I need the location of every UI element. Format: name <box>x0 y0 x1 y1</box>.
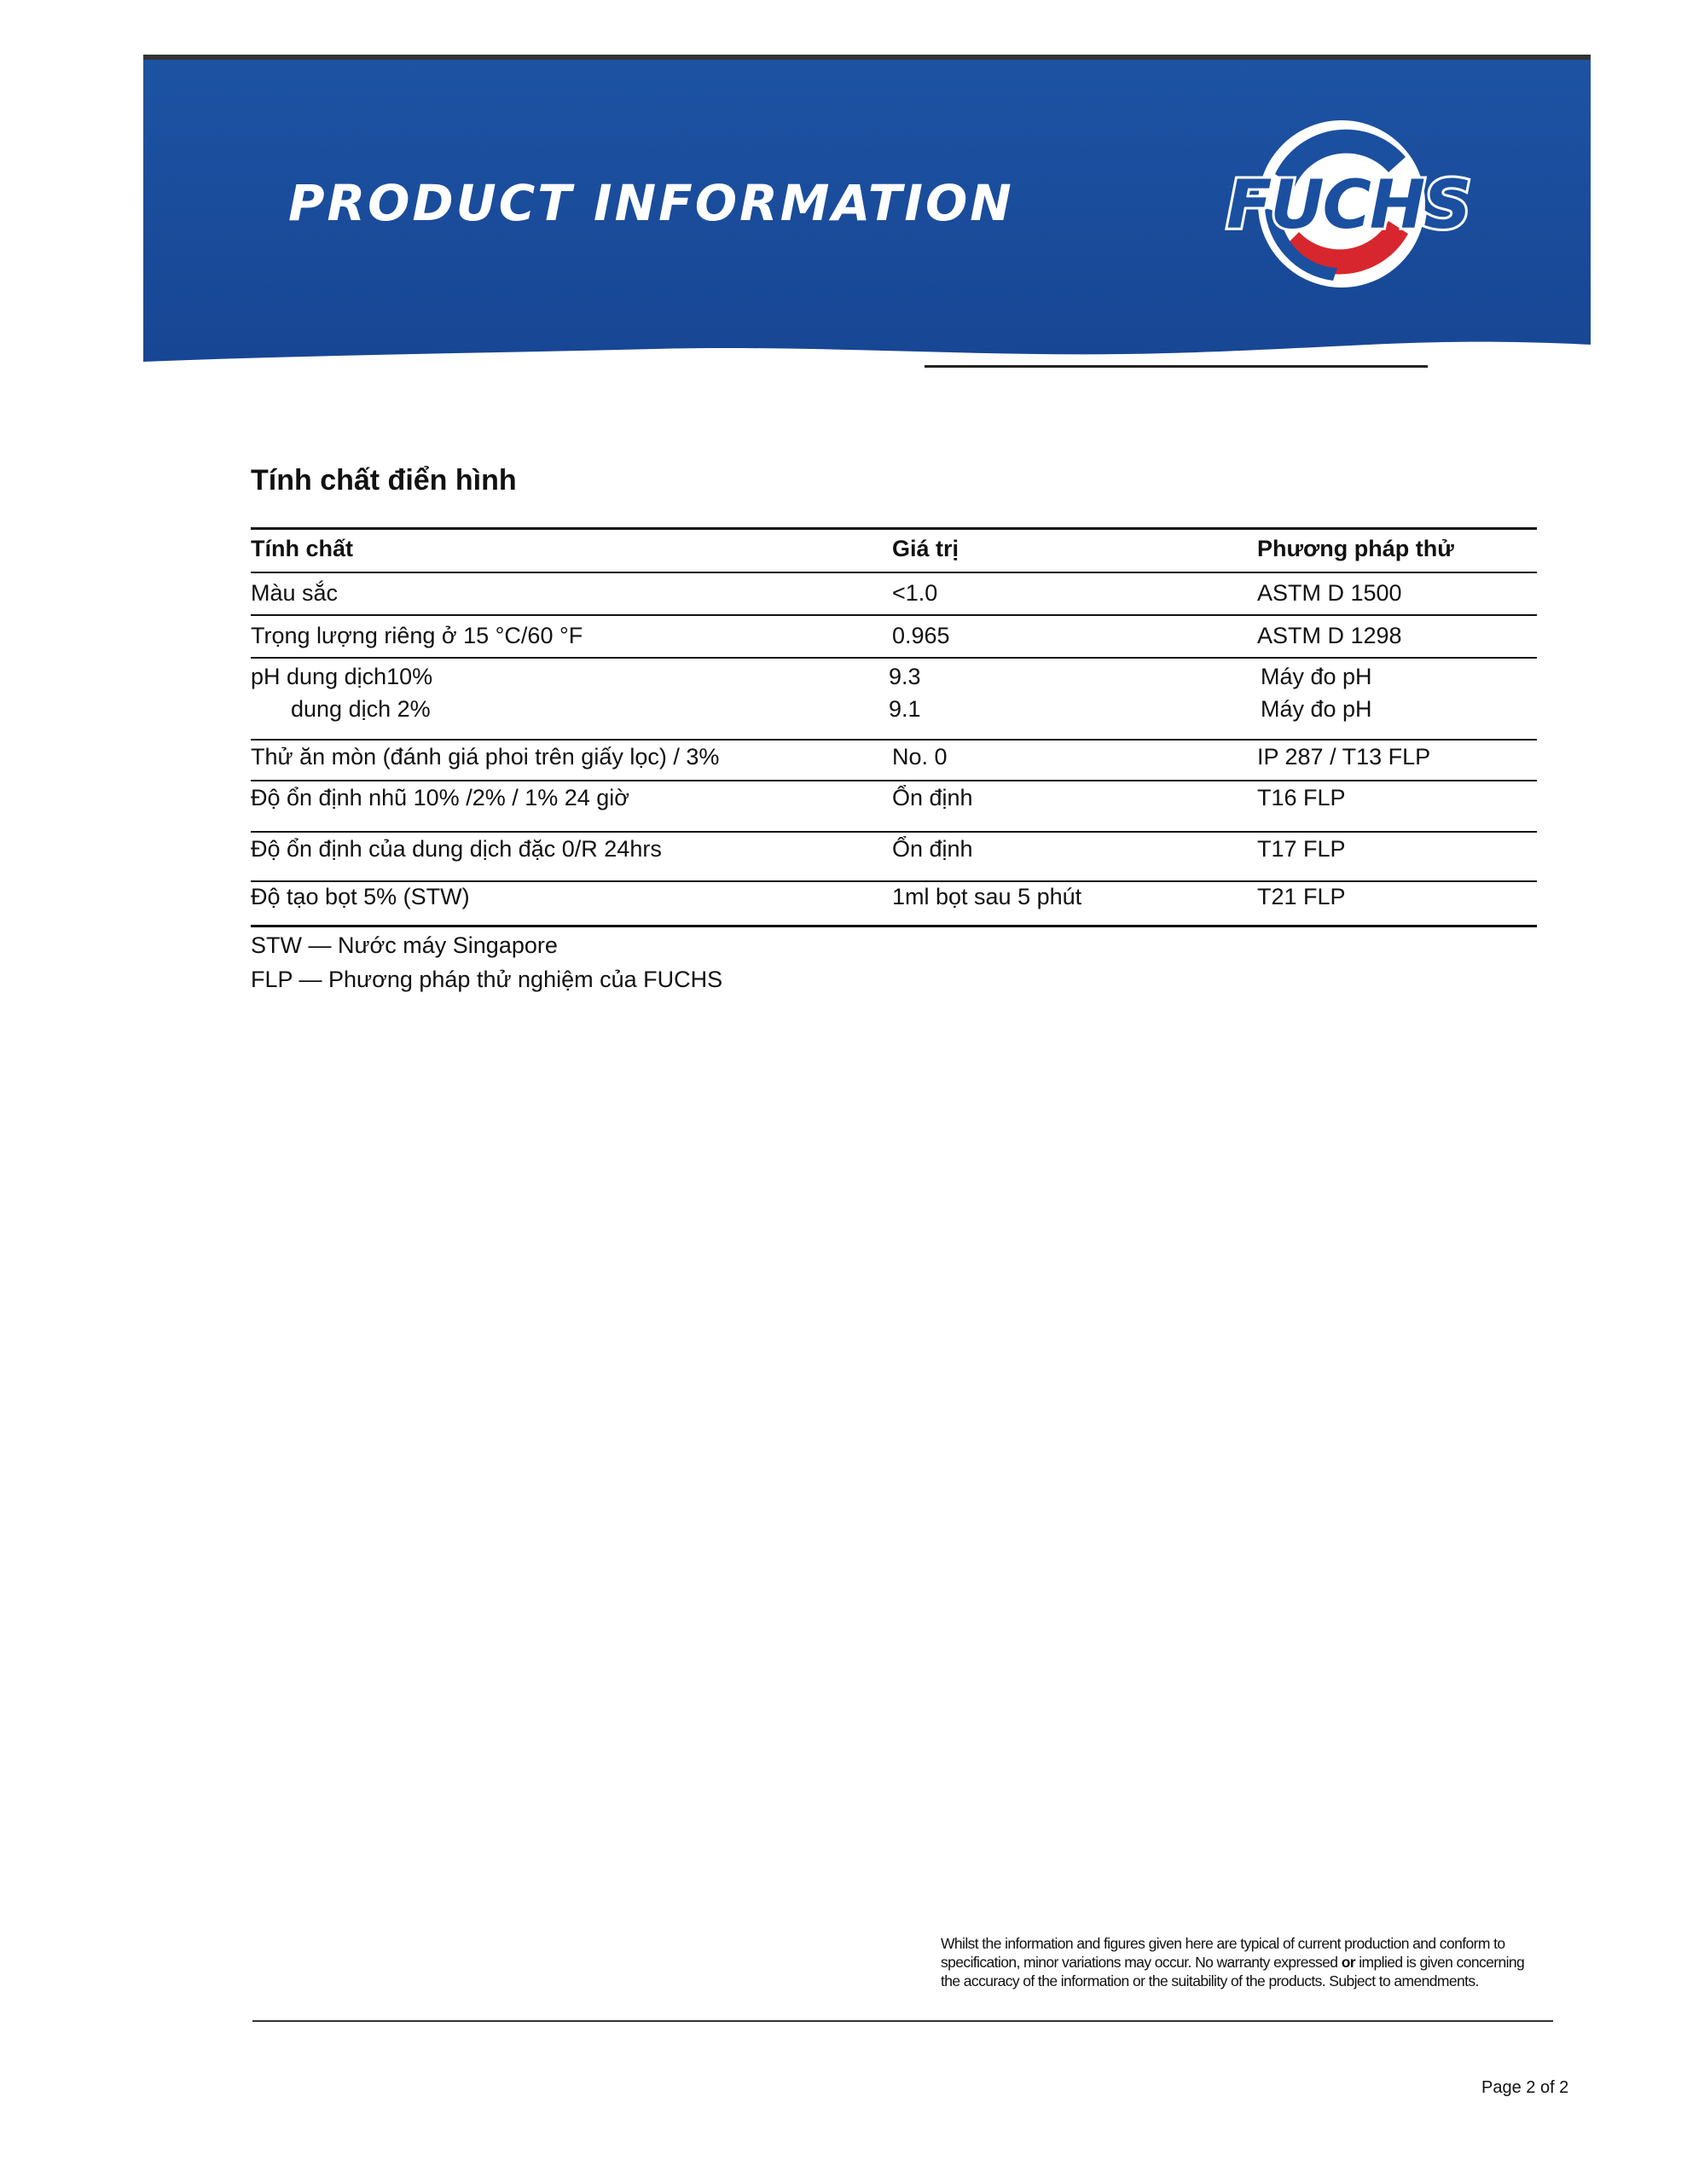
disclaimer-bold: or <box>1341 1954 1355 1971</box>
row-5-value: Ổn định <box>892 836 973 862</box>
header-method: Phương pháp thử <box>1257 536 1454 561</box>
table-rule <box>251 572 1537 573</box>
table-top-rule <box>251 527 1537 530</box>
row-2-property: pH dung dịch10% <box>251 664 433 689</box>
row-2-method-2: Máy đo pH <box>1261 696 1372 722</box>
row-4-method: T16 FLP <box>1257 785 1346 810</box>
table-rule <box>251 657 1537 659</box>
disclaimer-text-2: implied is given concerning the accuracy of the information or the suitability of the products. Subject to amendments. <box>941 1954 1525 1989</box>
header-value: Giá trị <box>892 536 959 561</box>
banner-title: PRODUCT INFORMATION <box>288 174 1014 232</box>
note-stw: STW — Nước máy Singapore <box>251 932 558 958</box>
table-bottom-rule <box>251 925 1537 927</box>
row-3-method: IP 287 / T13 FLP <box>1257 744 1431 770</box>
abbreviation-notes <box>251 928 722 996</box>
row-2-property-2: dung dịch 2% <box>291 696 431 722</box>
row-0-property: Màu sắc <box>251 580 339 606</box>
page-number: Page 2 of 2 <box>1481 2078 1569 2097</box>
header-property: Tính chất <box>251 536 353 561</box>
footer-rule <box>252 2020 1553 2022</box>
table-rule <box>251 739 1537 741</box>
row-2-value-2: 9.1 <box>889 696 921 722</box>
row-3-property: Thử ăn mòn (đánh giá phoi trên giấy lọc) / 3% <box>251 744 720 770</box>
table-rule <box>251 614 1537 616</box>
table-rule <box>251 831 1537 833</box>
row-2-method: Máy đo pH <box>1261 664 1372 689</box>
row-4-value: Ổn định <box>892 785 973 810</box>
row-3-value: No. 0 <box>892 744 948 770</box>
row-1-method: ASTM D 1298 <box>1257 623 1402 648</box>
banner-underline <box>925 365 1428 368</box>
row-0-value: <1.0 <box>892 580 938 606</box>
row-4-property: Độ ổn định nhũ 10% /2% / 1% 24 giờ <box>251 785 629 810</box>
disclaimer-text-1: Whilst the information and figures given here are typical of current production and conform to specification, minor variations may occur. No warranty expressed <box>941 1935 1505 1971</box>
row-6-property: Độ tạo bọt 5% (STW) <box>251 884 470 909</box>
row-6-method: T21 FLP <box>1257 884 1346 909</box>
row-6-value: 1ml bọt sau 5 phút <box>892 884 1082 909</box>
disclaimer <box>941 1934 1538 1990</box>
row-2-value: 9.3 <box>889 664 921 689</box>
row-5-method: T17 FLP <box>1257 836 1346 862</box>
section-title: Tính chất điển hình <box>251 464 517 497</box>
table-rule <box>251 780 1537 781</box>
header-banner <box>143 55 1591 367</box>
row-0-method: ASTM D 1500 <box>1257 580 1402 606</box>
row-1-property: Trọng lượng riêng ở 15 °C/60 °F <box>251 623 583 648</box>
fuchs-logo-wordmark: FUCHS <box>1226 167 1470 244</box>
row-5-property: Độ ổn định của dung dịch đặc 0/R 24hrs <box>251 836 662 862</box>
row-1-value: 0.965 <box>892 623 950 648</box>
table-rule <box>251 880 1537 882</box>
note-flp: FLP — Phương pháp thử nghiệm của FUCHS <box>251 967 723 992</box>
